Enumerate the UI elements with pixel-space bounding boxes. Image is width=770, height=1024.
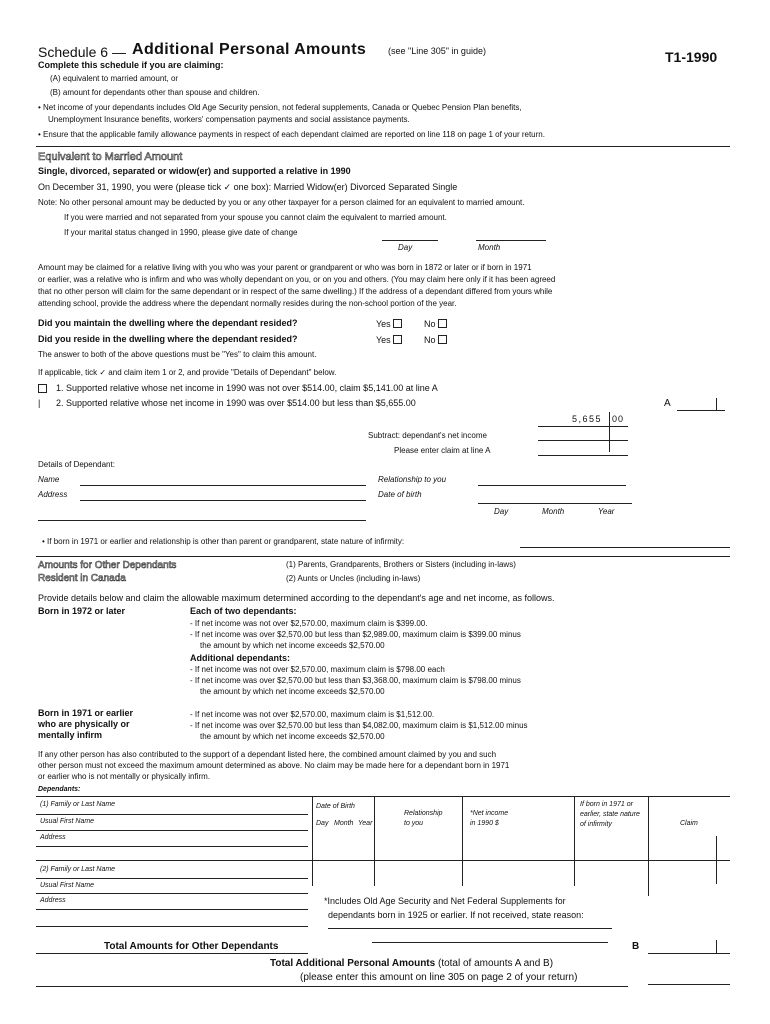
para-line-4: attending school, provide the address where the dependant normally resides during the non-school portion of the year. [38,299,457,308]
dep2-address-field[interactable] [36,909,308,910]
rule-6b: the amount by which net income exceeds $2,570.00 [200,732,385,741]
contrib-line-2: other person must not exceed the maximum amount determined as above. No claim may be made here for a dependant born in 1971 [38,761,510,770]
born-1971-label-3: mentally infirm [38,730,103,740]
footnote-line-2: dependants born in 1925 or earlier. If not received, state reason: [328,910,584,920]
divider [36,556,730,557]
rule-4b: the amount by which net income exceeds $2,570.00 [200,687,385,696]
intro-item-a: (A) equivalent to married amount, or [50,74,179,83]
infirmity-note: • If born in 1971 or earlier and relationship is other than parent or grandparent, state nature of infirmity: [42,537,405,546]
claim-label: Please enter claim at line A [394,446,491,455]
col-relationship-l2: to you [404,820,424,827]
question-reside: Did you reside in the dwelling where the dependant resided? [38,334,298,344]
item1-checkbox[interactable] [38,384,47,393]
para-line-3: that no other person will claim for the same dependant or in respect of the same dwelling.) If the address of a dependant differed from yours while [38,287,553,296]
line-a-tick [716,398,717,411]
rule-5: - If net income was not over $2,570.00, maximum claim is $1,512.00. [190,710,435,719]
rule-1: - If net income was not over $2,570.00, maximum claim is $399.00. [190,619,428,628]
month-field-line[interactable] [476,240,546,241]
subtract-label: Subtract: dependant's net income [368,431,487,440]
name-field[interactable] [80,485,366,486]
line-b-field[interactable] [648,953,730,954]
married-line: If you were married and not separated from your spouse you cannot claim the equivalent to married amount. [64,213,447,222]
category-2: (2) Aunts or Uncles (including in-laws) [286,574,421,583]
para-line-1: Amount may be claimed for a relative living with you who was your parent or grandparent or who was born in 1872 or later or if born in 1971 [38,263,532,272]
col-infirm-l2: earlier, state nature [580,811,640,818]
dep2-first-label: Usual First Name [40,882,95,889]
col-dob-label: Date of Birth [316,803,355,810]
dob-label: Date of birth [378,490,422,499]
dob-month: Month [542,507,565,516]
rule-3: - If net income was not over $2,570.00, maximum claim is $798.00 each [190,665,445,674]
col-sep-netincome [462,796,463,886]
title-note: (see "Line 305" in guide) [388,46,486,56]
claim-field[interactable] [538,455,628,456]
line-b-tick [716,940,717,954]
dep2-address-label: Address [40,897,66,904]
dep2-address-field-2[interactable] [36,926,308,927]
provide-details: Provide details below and claim the allowable maximum determined according to the dependant's age and net income, as follows. [38,593,555,603]
q1-yes-checkbox[interactable] [393,319,402,328]
q1-no-label: No [424,319,436,329]
col-relationship-l1: Relationship [404,810,443,817]
single-line: Single, divorced, separated or widow(er) and supported a relative in 1990 [38,166,351,176]
dep1-address-label: Address [40,834,66,841]
dep1-first-label: Usual First Name [40,818,95,825]
tick-instruction: If applicable, tick ✓ and claim item 1 or 2, and provide "Details of Dependant" below. [38,368,337,377]
rule-2: - If net income was over $2,570.00 but less than $2,989.00, maximum claim is $399.00 minus [190,630,521,639]
schedule-title-text: Additional Personal Amounts [132,41,367,58]
address-label: Address [38,490,68,499]
dob-year: Year [598,507,615,516]
cents-separator [609,412,610,452]
dep1-address-field[interactable] [36,846,308,847]
answer-note: The answer to both of the above questions must be "Yes" to claim this amount. [38,350,317,359]
col-year-label: Year [358,820,373,827]
details-heading: Details of Dependant: [38,460,115,469]
q1-no [424,319,447,329]
dependants-label: Dependants: [38,786,81,793]
december-line: On December 31, 1990, you were (please tick ✓ one box): Married Widow(er) Divorced Separated Single [38,182,458,192]
day-field-line[interactable] [382,240,438,241]
other-heading-2: Resident in Canada [38,573,126,584]
claim-col-tick [716,836,717,884]
q2-no-checkbox[interactable] [438,335,447,344]
marital-change-line: If your marital status changed in 1990, please give date of change [64,228,298,237]
dep2-family-field[interactable] [36,878,308,879]
total-additional-line-2: (please enter this amount on line 305 on page 2 of your return) [300,972,578,983]
intro-item-b: (B) amount for dependants other than spouse and children. [50,88,260,97]
line-b-label: B [632,941,640,952]
schedule-title [132,42,366,58]
q2-yes-label: Yes [376,335,391,345]
q1-yes-label: Yes [376,319,391,329]
address-field-2[interactable] [38,520,366,521]
total-other-label: Total Amounts for Other Dependants [104,941,279,952]
q2-no-label: No [424,335,436,345]
rule-6: - If net income was over $2,570.00 but less than $4,082.00, maximum claim is $1,512.00 minus [190,721,528,730]
q1-yes [376,319,402,329]
line-a-label: A [664,398,671,409]
amount-line-1 [538,426,628,427]
col-infirm-l1: If born in 1971 or [580,801,633,808]
col-sep-dob [312,796,313,886]
col-sep-infirm [574,796,575,886]
para-line-2: or earlier, was a relative who is infirm and who was wholly dependant on you, or on you and others. (You may claim here only if it has been agreed [38,275,556,284]
day-label: Day [398,243,413,252]
col-claim-label: Claim [680,820,698,827]
amount-cents: 00 [612,414,625,424]
rule-4: - If net income was over $2,570.00 but less than $3,368.00, maximum claim is $798.00 minus [190,676,521,685]
total-underline [36,986,628,987]
infirmity-field[interactable] [520,547,730,548]
note-line: Note: No other personal amount may be deducted by you or any other taxpayer for a person claimed for an equivalent to married amount. [38,198,525,207]
total-additional-field[interactable] [648,984,730,985]
intro-bullet2: • Ensure that the applicable family allowance payments in respect of each dependant claimed are reported on line 118 on page 1 of your return. [38,130,545,139]
dep1-family-field[interactable] [36,814,308,815]
q2-yes [376,335,402,345]
q2-no [424,335,447,345]
col-sep-claim [648,796,649,896]
dob-day: Day [494,507,509,516]
amount-5655: 5,655 [572,414,603,424]
born-1972-label: Born in 1972 or later [38,606,126,616]
total-other-line [36,953,308,954]
footnote-line-1: *Includes Old Age Security and Net Federal Supplements for [324,896,566,906]
additional-heading: Additional dependants: [190,653,290,663]
other-heading-1: Amounts for Other Dependants [38,560,177,571]
form-number: T1-1990 [665,49,718,65]
intro-bullet1-line2: Unemployment Insurance benefits, workers' compensation payments and social assistance payments. [48,115,410,124]
col-netincome-l2: in 1990 $ [470,820,499,827]
line-a-field[interactable] [677,410,725,411]
col-netincome-l1: *Net income [470,810,509,817]
dep1-family-label: (1) Family or Last Name [40,801,116,808]
address-field[interactable] [80,500,366,501]
contrib-line-3: or earlier who is not mentally or physically infirm. [38,772,211,781]
item2-text: 2. Supported relative whose net income in 1990 was over $514.00 but less than $5,655.00 [56,398,416,408]
col-infirm-l3: of infirmity [580,821,612,828]
dob-field[interactable] [478,503,632,504]
divider [36,146,730,147]
schedule-prefix: Schedule 6 — [38,44,126,60]
table-top-line [36,796,730,797]
q2-yes-checkbox[interactable] [393,335,402,344]
contrib-line-1: If any other person has also contributed to the support of a dependant listed here, the combined amount claimed by you and such [38,750,497,759]
each-two-heading: Each of two dependants: [190,606,297,616]
category-1: (1) Parents, Grandparents, Brothers or Sisters (including in-laws) [286,560,516,569]
intro-bullet1-line1: • Net income of your dependants includes Old Age Security pension, not federal supplements, Canada or Quebec Pension Plan benefits, [38,103,522,112]
total-additional-text: Total Additional Personal Amounts [270,958,436,969]
rule-2b: the amount by which net income exceeds $2,570.00 [200,641,385,650]
col-day-label: Day [316,820,329,827]
name-label: Name [38,475,60,484]
relationship-field[interactable] [478,485,626,486]
question-maintain: Did you maintain the dwelling where the dependant resided? [38,318,298,328]
item1-text: 1. Supported relative whose net income in 1990 was not over $514.00, claim $5,141.00 at line A [56,383,438,393]
born-1971-label-2: who are physically or [38,719,130,729]
claiming-heading: Complete this schedule if you are claiming: [38,60,224,70]
total-additional-rest: (total of amounts A and B) [437,958,554,969]
born-1971-label-1: Born in 1971 or earlier [38,708,134,718]
relationship-label: Relationship to you [378,475,447,484]
item2-marker: | [38,398,41,408]
total-other-field[interactable] [372,942,608,943]
dep2-family-label: (2) Family or Last Name [40,866,116,873]
subtract-field[interactable] [538,440,628,441]
dep1-first-field[interactable] [36,830,308,831]
dep2-first-field[interactable] [36,893,308,894]
total-additional-label [270,959,553,969]
equivalent-heading: Equivalent to Married Amount [38,151,183,163]
month-label: Month [478,243,501,252]
col-month-label: Month [334,820,354,827]
q1-no-checkbox[interactable] [438,319,447,328]
table-mid-line [36,860,730,861]
col-sep-relationship [374,796,375,886]
footnote-field[interactable] [328,928,612,929]
